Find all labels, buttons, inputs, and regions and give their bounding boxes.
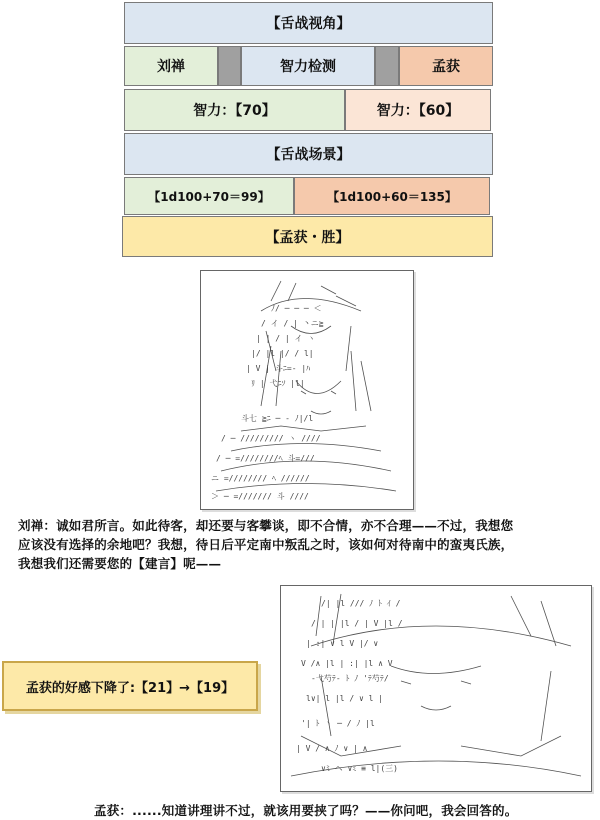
svg-text:/ | | |l / | V |l /: / | | |l / | V |l / — [311, 619, 403, 628]
right-roll: 【1d100+60＝135】 — [327, 189, 457, 204]
svg-text:/ ─ ///////// ヽ ////: / ─ ///////// ヽ //// — [221, 434, 321, 443]
meng-huo-dialogue — [94, 801, 600, 820]
svg-text:| | / | イ ヽ: | | / | イ ヽ — [256, 334, 316, 343]
right-stat: 智力：【60】 — [376, 103, 460, 119]
svg-text:| :| ∨ l V |/ ∨: | :| ∨ l V |/ ∨ — [306, 639, 379, 648]
affinity-change-note — [2, 661, 258, 711]
dialogue-line: 我想我们还需要您的【建言】呢—— — [18, 556, 222, 571]
dialogue-line: 应该没有选择的余地吧？我想，待日后平定南中叛乱之时，该如何对待南中的蛮夷氏族， — [18, 537, 514, 552]
left-stat-cell — [124, 89, 345, 131]
left-roll: 【1d100+70＝99】 — [148, 189, 270, 204]
scene-banner — [124, 133, 493, 175]
left-divider — [218, 46, 241, 86]
svg-text:| V / ∧ ﾉ ∨ | ∧: | V / ∧ ﾉ ∨ | ∧ — [296, 744, 368, 753]
check-label: 智力检测 — [280, 59, 336, 75]
svg-text:∨ﾐ ヘ ∨ﾐ ≡ l|(三): ∨ﾐ ヘ ∨ﾐ ≡ l|(三) — [321, 764, 398, 773]
meng-huo-portrait — [280, 585, 592, 792]
left-name: 刘禅 — [157, 59, 185, 75]
svg-text:|/ |l |/ / l|: |/ |l |/ / l| — [251, 349, 314, 358]
right-divider — [375, 46, 399, 86]
dialogue-line: 孟获：......知道讲理讲不过，就该用要挟了吗？——你问吧，我会回答的。 — [94, 803, 518, 818]
svg-text:V /∧ |l | :| |l ∧ V: V /∧ |l | :| |l ∧ V — [301, 659, 393, 668]
left-roll-cell — [124, 177, 294, 215]
svg-text:ニ =//////// ﾍ //////: ニ =//////// ﾍ ////// — [211, 474, 310, 483]
svg-text:'| ﾄ ヽ ─ / ﾉ |l: '| ﾄ ヽ ─ / ﾉ |l — [301, 719, 375, 728]
scene-label: 【舌战场景】 — [266, 147, 351, 163]
left-name-cell — [124, 46, 218, 86]
result-label: 【孟获・胜】 — [265, 229, 350, 246]
svg-text:ﾉ/ ─ ─ ─ ＜: ﾉ/ ─ ─ ─ ＜ — [271, 304, 322, 313]
svg-text:斗七 ≧ﾆ ─ ‐ ﾉ|/l: 斗七 ≧ﾆ ─ ‐ ﾉ|/l — [241, 414, 314, 423]
affinity-text: 孟获的好感下降了:【21】→【19】 — [25, 680, 235, 696]
dialogue-line: 刘禅：诚如君所言。如此待客，却还要与客攀谈，即不合情，亦不合理——不过，我想您 — [18, 518, 514, 533]
left-stat: 智力：【70】 — [193, 103, 276, 119]
svg-text:＞ ─ =/////// 斗 ////: ＞ ─ =/////// 斗 //// — [211, 492, 309, 501]
svg-text:| V | 斗ﾆ=‐ |ﾊ: | V | 斗ﾆ=‐ |ﾊ — [246, 364, 311, 373]
svg-text:/ イ / | 丶ニ≧: / イ / | 丶ニ≧ — [261, 319, 324, 328]
liu-chan-dialogue — [18, 516, 598, 573]
svg-text:/ ─ =////////ﾍ 斗=///: / ─ =////////ﾍ 斗=/// — [216, 454, 315, 463]
liu-chan-portrait — [200, 270, 414, 510]
svg-text:-弋芍ﾃ- ﾄ ﾉ 'ﾃ芍ﾃ/: -弋芍ﾃ- ﾄ ﾉ 'ﾃ芍ﾃ/ — [311, 674, 389, 683]
svg-text:ﾘ | 弋ﾆｿ |l|: ﾘ | 弋ﾆｿ |l| — [251, 379, 305, 388]
duel-title-banner — [124, 2, 493, 44]
duel-title: 【舌战视角】 — [266, 16, 351, 32]
right-name: 孟获 — [432, 59, 460, 75]
ascii-art-figure — [281, 586, 591, 791]
right-name-cell — [399, 46, 493, 86]
right-stat-cell — [345, 89, 491, 131]
svg-text:/| |l /// ﾉ ﾄ ｲ /: /| |l /// ﾉ ﾄ ｲ / — [321, 599, 401, 608]
right-roll-cell — [294, 177, 490, 215]
svg-text:l∨| l |l / ∨ l |: l∨| l |l / ∨ l | — [306, 694, 384, 703]
ascii-art-figure — [201, 271, 413, 509]
result-banner — [122, 216, 493, 257]
check-label-cell — [241, 46, 375, 86]
